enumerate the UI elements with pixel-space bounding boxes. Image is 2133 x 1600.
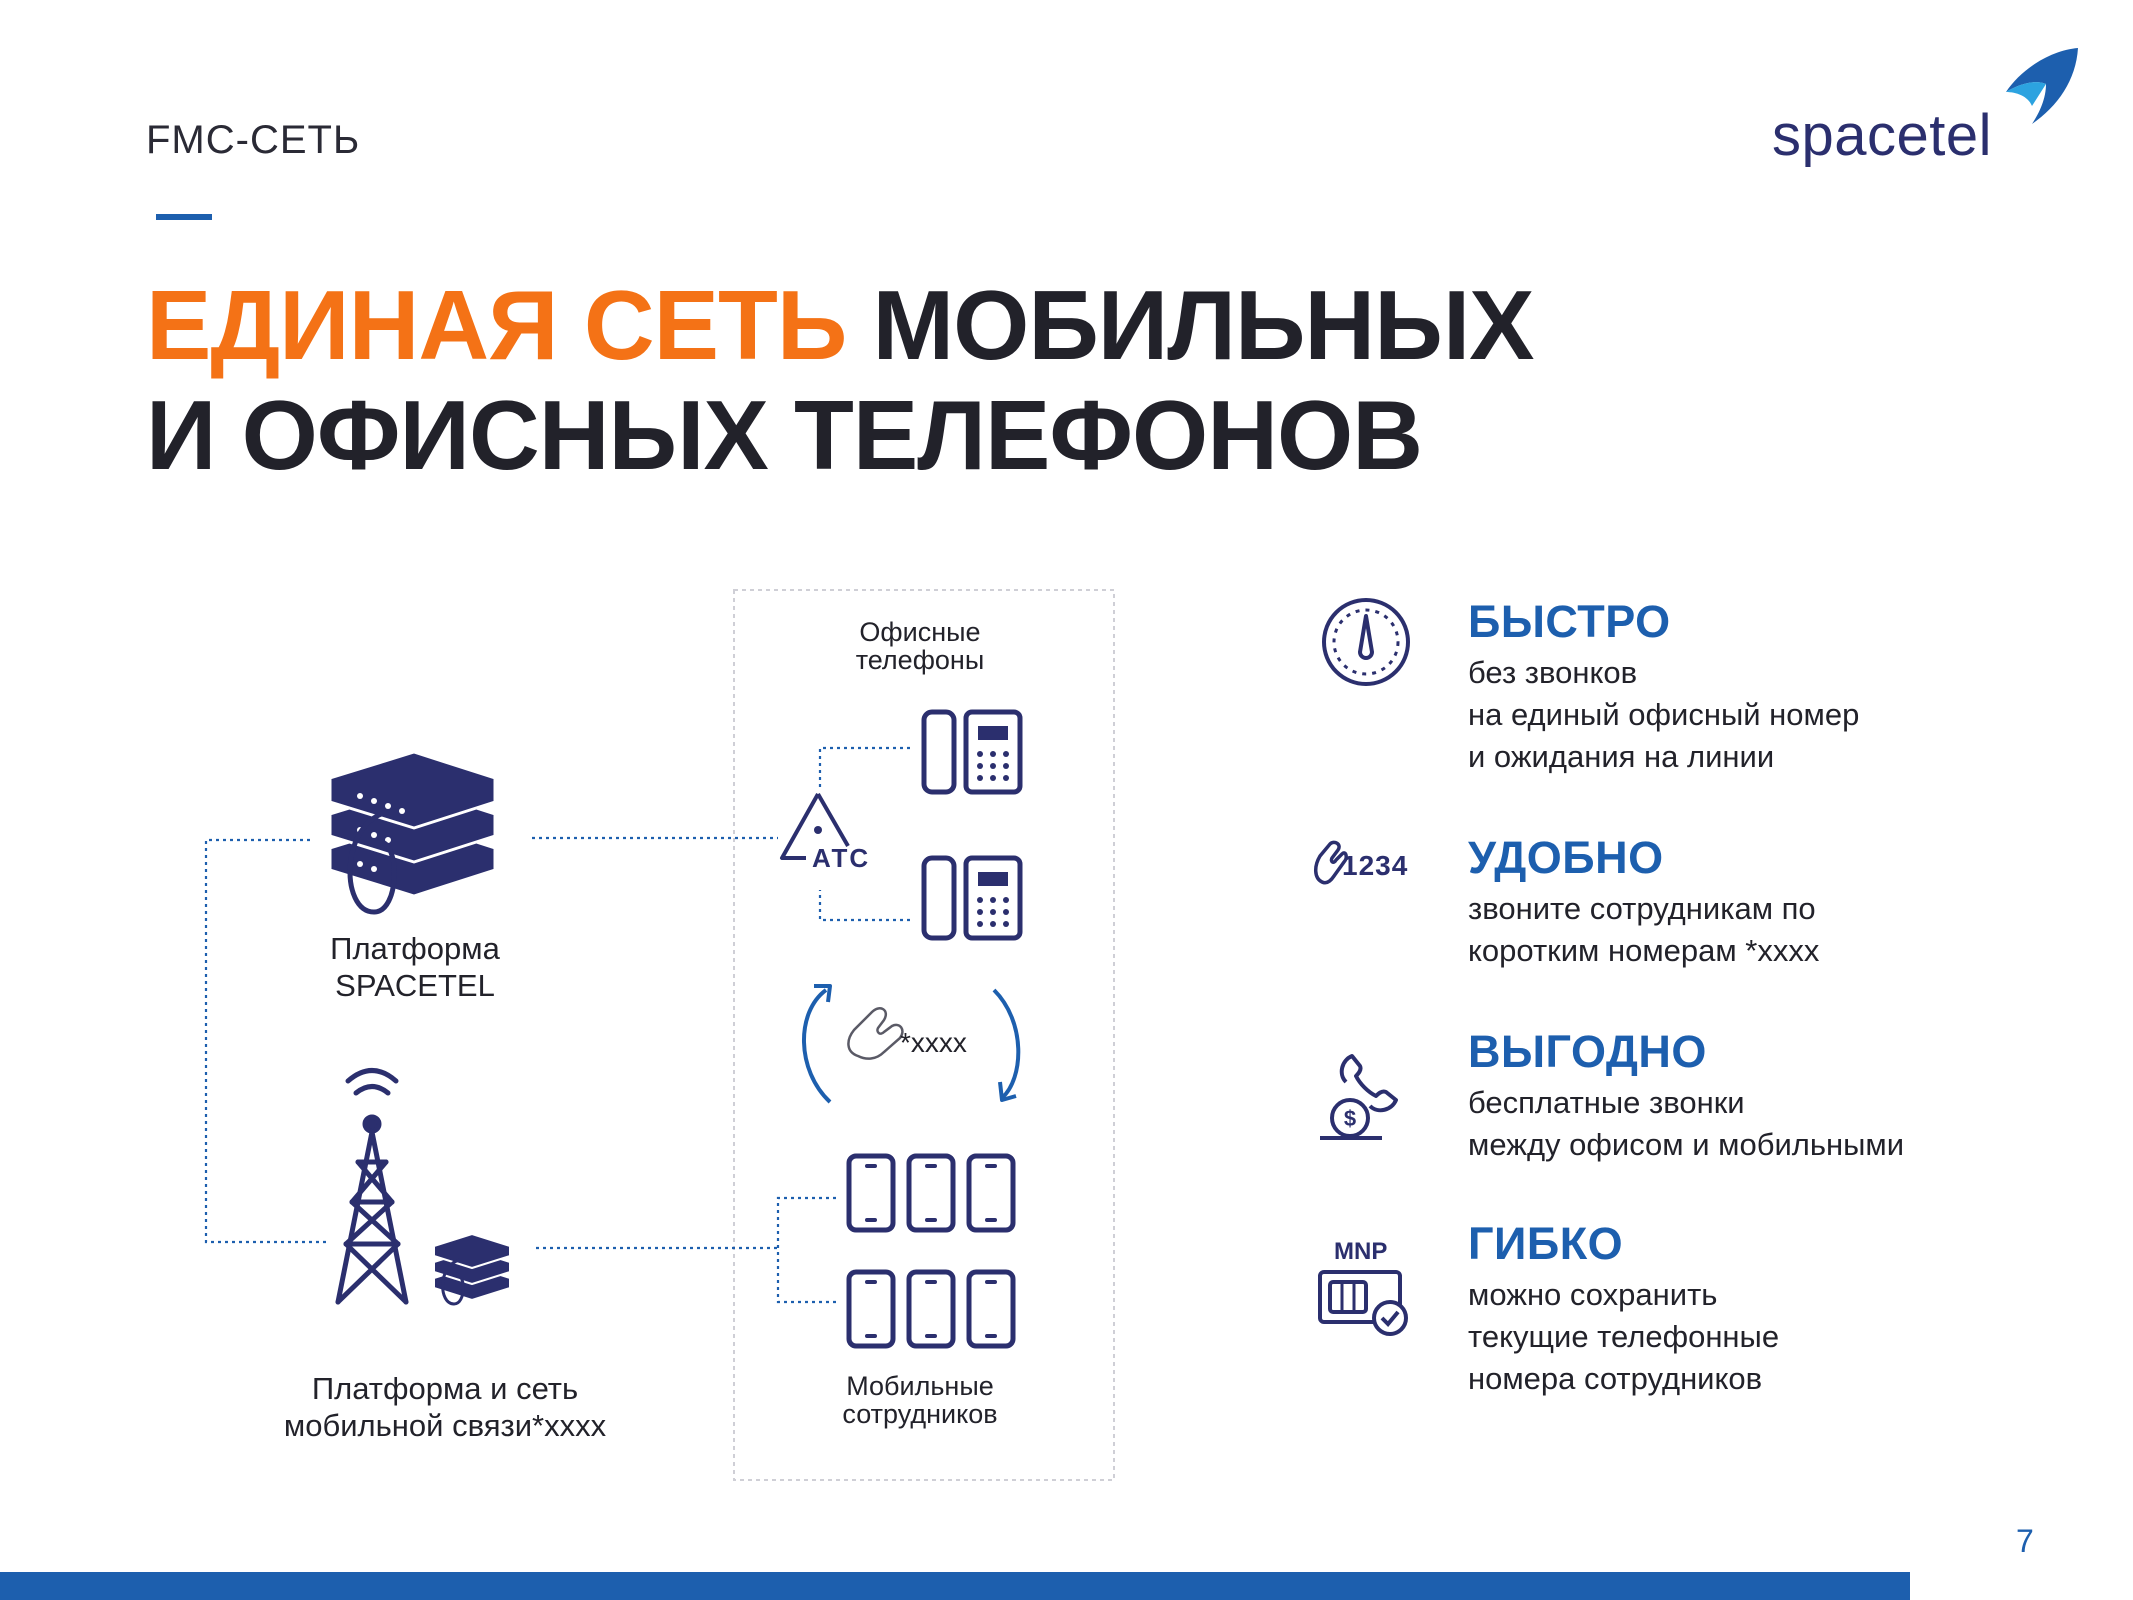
small-server-icon [434, 1234, 510, 1304]
feature-title-flexible: ГИБКО [1468, 1218, 1624, 1269]
feature-title-profitable: ВЫГОДНО [1468, 1026, 1707, 1077]
feature-desc-profitable: бесплатные звонки между офисом и мобильными [1468, 1085, 1905, 1162]
feature-desc-flexible: можно сохранить текущие телефонные номера сотрудников [1468, 1277, 1780, 1396]
mobile-network-label: Платформа и сеть мобильной связи*xxxx [283, 1371, 607, 1443]
sim-card-icon [1316, 1268, 1412, 1338]
mnp-sim-icon [1316, 1238, 1416, 1338]
office-phone-icon [924, 858, 1020, 938]
mobile-employees-label: Мобильные сотрудников [842, 1371, 998, 1429]
free-call-icon [1316, 1052, 1412, 1144]
speedometer-icon [1318, 594, 1414, 690]
title-rest-line1: МОБИЛЬНЫХ [846, 270, 1534, 380]
handset-icon [848, 1008, 902, 1058]
feature-desc-fast: без звонков на единый офисный номер и ожидания на линии [1468, 655, 1860, 774]
office-phone-icon [924, 712, 1020, 792]
footer-bar [0, 1572, 1910, 1600]
cell-tower-icon [338, 1071, 406, 1303]
title-line2: И ОФИСНЫХ ТЕЛЕФОНОВ [146, 380, 1423, 490]
call-label: *xxxx [900, 1027, 967, 1058]
server-stack-icon [330, 752, 495, 912]
section-label: FMC-СЕТЬ [146, 118, 361, 162]
feature-title-convenient: УДОБНО [1468, 832, 1664, 883]
svg-text:$: $ [1343, 1106, 1357, 1131]
feature-title-fast: БЫСТРО [1468, 596, 1671, 647]
title-accent: ЕДИНАЯ СЕТЬ [146, 270, 847, 380]
feature-desc-convenient: звоните сотрудникам по коротким номерам *xxxx [1468, 891, 1820, 968]
short-number-text: 1234 [1342, 850, 1409, 881]
atc-label: АТС [812, 843, 871, 873]
office-phones-label: Офисные телефоны [855, 617, 985, 675]
page-number: 7 [2016, 1523, 2034, 1559]
mnp-text: MNP [1334, 1238, 1388, 1265]
short-number-icon [1312, 840, 1422, 890]
logo-text: spacetel [1772, 103, 1993, 168]
mobile-phones-icon [849, 1156, 1013, 1346]
platform-label: Платформа SPACETEL [330, 931, 500, 1003]
